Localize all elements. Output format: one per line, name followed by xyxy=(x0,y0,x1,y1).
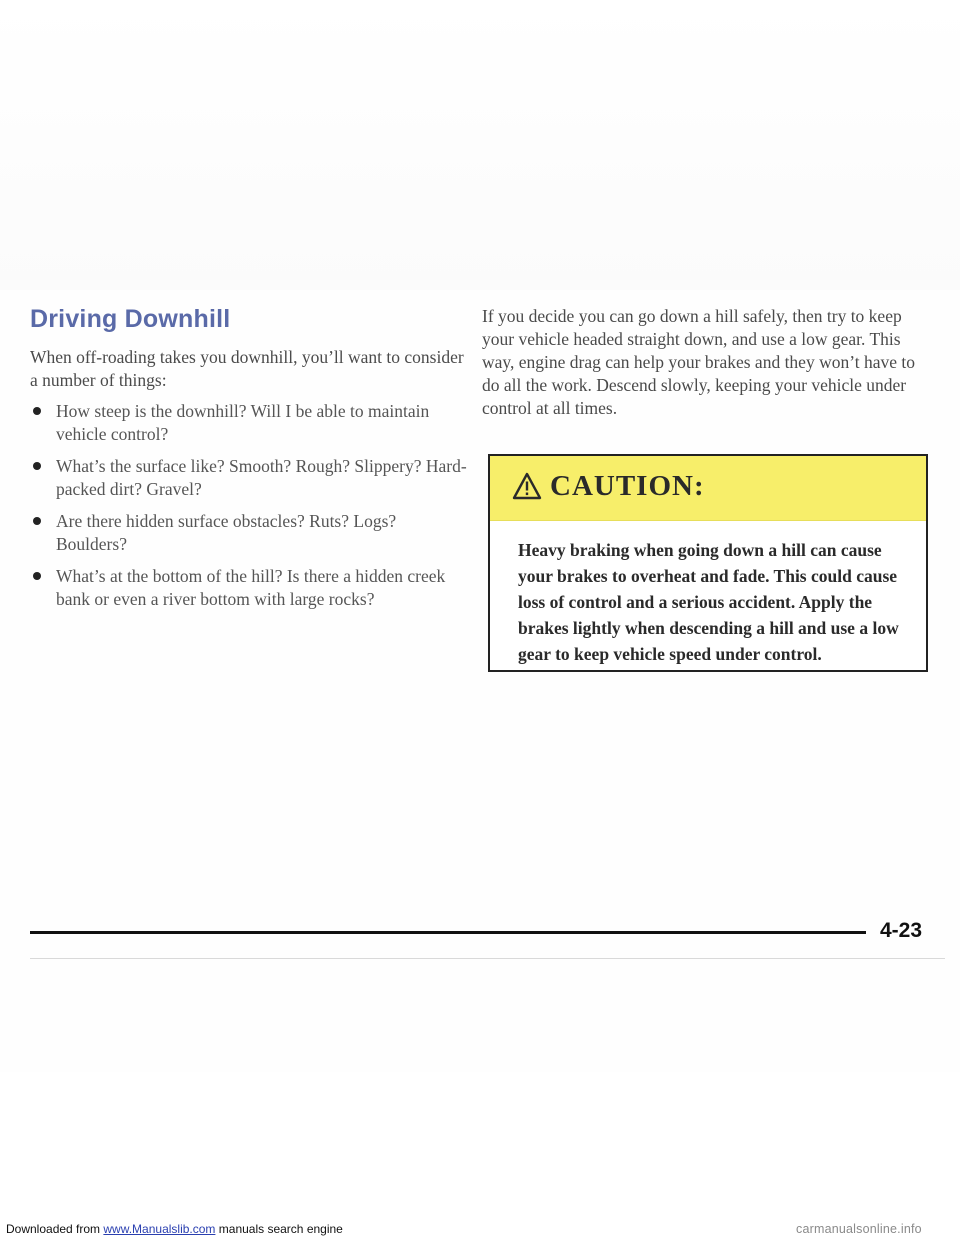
blank-header-area xyxy=(0,0,960,290)
list-item-text: Are there hidden surface obstacles? Ruts? Logs? Boulders? xyxy=(56,511,397,554)
caution-header xyxy=(490,456,926,521)
list-item xyxy=(30,510,470,556)
right-column xyxy=(482,305,932,420)
caution-text: Heavy braking when going down a hill can cause your brakes to overheat and fade. This could cause loss of control and a serious accident. Apply the brakes lightly when descending a hill and use a low gear to keep vehicle speed under control. xyxy=(518,540,899,664)
faint-divider xyxy=(30,958,945,959)
list-item xyxy=(30,400,470,446)
watermark-prefix: Downloaded from xyxy=(6,1222,104,1236)
watermark-suffix: manuals search engine xyxy=(215,1222,343,1236)
considerations-list xyxy=(30,400,470,611)
list-item-text: What’s the surface like? Smooth? Rough? Slippery? Hard-packed dirt? Gravel? xyxy=(56,456,467,499)
section-title: Driving Downhill xyxy=(30,305,231,333)
list-item xyxy=(30,565,470,611)
intro-paragraph: When off-roading takes you downhill, you’ll want to consider a number of things: xyxy=(30,347,464,390)
list-item-text: How steep is the downhill? Will I be able to maintain vehicle control? xyxy=(56,401,430,444)
page-number: 4-23 xyxy=(880,919,923,942)
caution-label: CAUTION: xyxy=(550,470,705,502)
site-watermark: carmanualsonline.info xyxy=(796,1222,922,1236)
list-item xyxy=(30,455,470,501)
manualslib-link[interactable]: www.Manualslib.com xyxy=(103,1222,216,1236)
bullet-icon xyxy=(33,407,41,415)
caution-box xyxy=(488,454,928,672)
bullet-icon xyxy=(33,572,41,580)
left-column xyxy=(30,305,470,620)
warning-triangle-icon xyxy=(512,472,542,500)
list-item-text: What’s at the bottom of the hill? Is there a hidden creek bank or even a river bottom with large rocks? xyxy=(56,566,446,609)
bottom-margin xyxy=(0,1072,960,1242)
bullet-icon xyxy=(33,462,41,470)
descent-advice-paragraph: If you decide you can go down a hill safely, then try to keep your vehicle headed straight down, and use a low gear. This way, engine drag can help your brakes and they won’t have to do all the work. Descend slowly, keeping your vehicle under control at all times. xyxy=(482,306,915,418)
footer-divider xyxy=(30,931,866,934)
download-watermark xyxy=(6,1222,343,1236)
bullet-icon xyxy=(33,517,41,525)
